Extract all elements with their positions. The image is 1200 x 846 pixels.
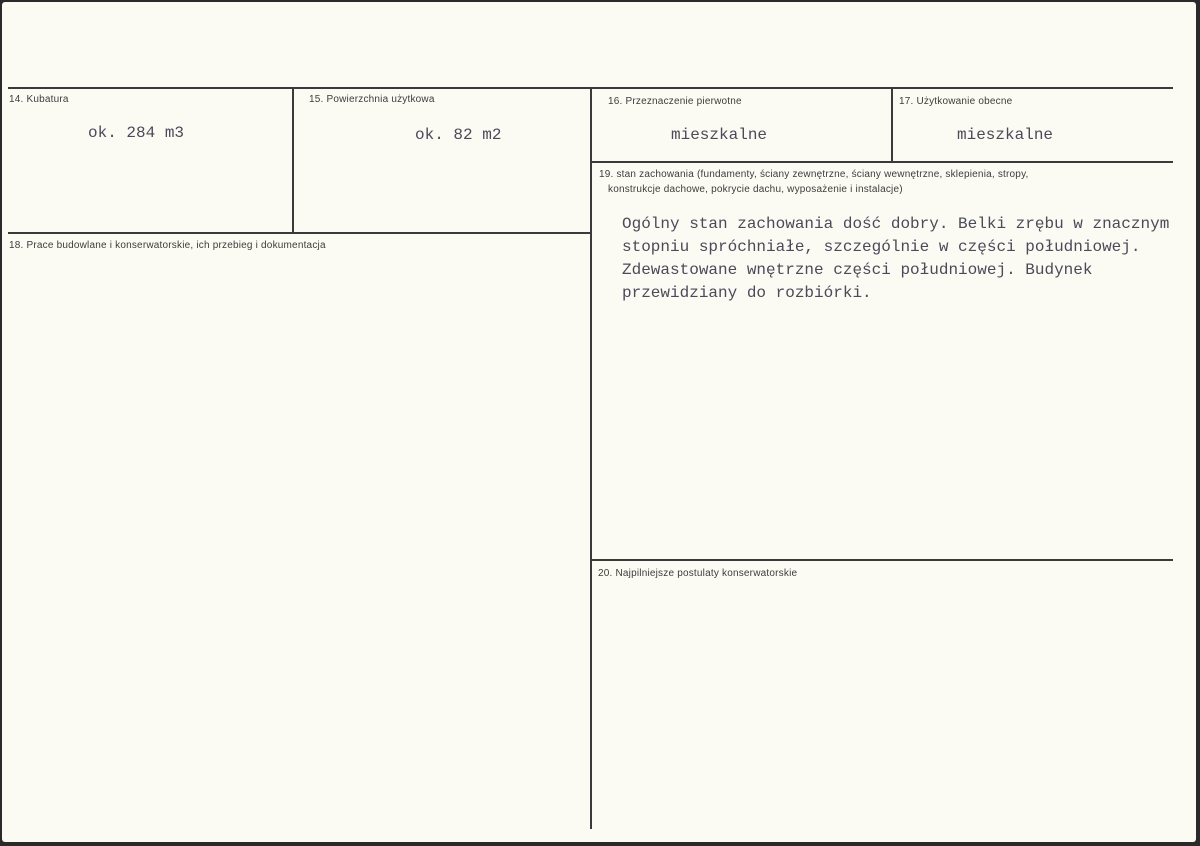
field-16-label: 16. Przeznaczenie pierwotne: [608, 96, 742, 107]
field-18-label: 18. Prace budowlane i konserwatorskie, ich przebieg i dokumentacja: [9, 240, 326, 251]
field-19-text-line: przewidziany do rozbiórki.: [622, 284, 872, 302]
field-19-label-line1: 19. stan zachowania (fundamenty, ściany zewnętrzne, ściany wewnętrzne, sklepienia, stropy,: [599, 169, 1029, 180]
divider-14-15: [292, 89, 294, 234]
field-14-value: ok. 284 m3: [88, 124, 185, 142]
field-20-label: 20. Najpilniejsze postulaty konserwatorskie: [598, 568, 798, 579]
field-19-label-line2: konstrukcje dachowe, pokrycie dachu, wyposażenie i instalacje): [608, 184, 903, 195]
field-17-value: mieszkalne: [957, 126, 1054, 144]
inventory-card: [2, 2, 1196, 842]
rule-under-16-17: [592, 161, 1173, 163]
divider-16-17: [891, 89, 893, 162]
field-19-text-line: Zdewastowane wnętrzne części południowej. Budynek: [622, 261, 1093, 279]
field-15-label: 15. Powierzchnia użytkowa: [309, 94, 435, 105]
field-16-value: mieszkalne: [671, 126, 768, 144]
field-19-text-line: stopniu spróchniałe, szczególnie w części południowej.: [622, 238, 1141, 256]
field-19-text-line: Ogólny stan zachowania dość dobry. Belki zrębu w znacznym: [622, 215, 1170, 233]
rule-above-20: [592, 559, 1173, 561]
field-15-value: ok. 82 m2: [415, 126, 502, 144]
field-14-label: 14. Kubatura: [9, 94, 69, 105]
rule-under-14-15: [8, 232, 592, 234]
divider-15-16: [590, 89, 592, 829]
field-17-label: 17. Użytkowanie obecne: [899, 96, 1013, 107]
field-19-text: [622, 213, 1169, 305]
